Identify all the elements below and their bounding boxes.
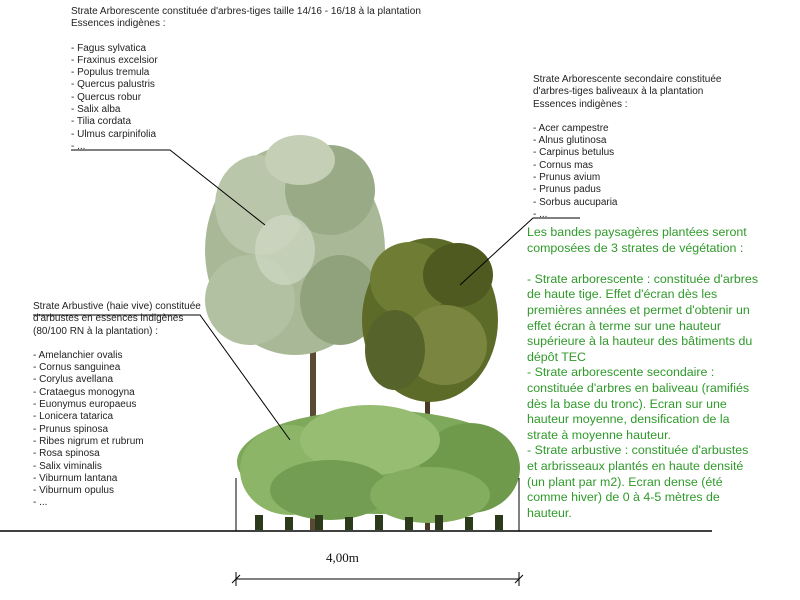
- description-line: comme hiver) de 0 à 4-5 mètres de: [527, 490, 720, 505]
- species-item: - Carpinus betulus: [533, 147, 615, 159]
- shrub-title-line-2: d'arbustes en essences indigènes: [33, 313, 184, 325]
- canopy-title-line-1: Strate Arborescente constituée d'arbres-tiges taille 14/16 - 16/18 à la plantation: [71, 6, 421, 17]
- strata-description: [527, 225, 795, 521]
- species-item: - Lonicera tatarica: [33, 411, 114, 423]
- shrub-species-list: [33, 350, 201, 510]
- description-line: de haute tige. Effet d'écran dès les: [527, 287, 718, 302]
- species-item: - Cornus mas: [533, 159, 594, 171]
- species-item: - Acer campestre: [533, 122, 609, 134]
- secondary-species-list: [533, 123, 721, 221]
- species-item: - Alnus glutinosa: [533, 135, 607, 147]
- species-item: - Tilia cordata: [71, 116, 132, 128]
- species-item: - Populus tremula: [71, 67, 150, 79]
- secondary-canopy-annotation: [533, 74, 721, 221]
- secondary-title-line-1: Strate Arborescente secondaire constituée: [533, 74, 722, 85]
- species-item: - Prunus padus: [533, 184, 601, 196]
- species-item: - Fagus sylvatica: [71, 42, 147, 54]
- description-line: Les bandes paysagères plantées seront: [527, 225, 747, 239]
- description-line: - Strate arborescente : constituée d'arbres: [527, 271, 759, 286]
- shrub-title-line-3: (80/100 RN à la plantation) :: [33, 325, 159, 337]
- canopy-species-list: [71, 43, 421, 154]
- species-item: - Viburnum opulus: [33, 485, 114, 497]
- canopy-stratum-annotation: [71, 6, 421, 153]
- species-item: - ...: [533, 208, 548, 220]
- dimension-label: 4,00m: [326, 550, 359, 565]
- canopy-title-line-2: Essences indigènes :: [71, 18, 166, 30]
- species-item: - Prunus avium: [533, 172, 601, 184]
- species-item: - Salix alba: [71, 104, 121, 116]
- species-item: - Quercus palustris: [71, 79, 155, 91]
- species-item: - Salix viminalis: [33, 460, 102, 472]
- species-item: - Ribes nigrum et rubrum: [33, 435, 144, 447]
- secondary-title-line-3: Essences indigènes :: [533, 98, 628, 110]
- description-line: dépôt TEC: [527, 349, 587, 364]
- secondary-title-line-2: d'arbres-tiges baliveaux à la plantation: [533, 86, 704, 98]
- description-line: et arbrisseaux plantés en haute densité: [527, 458, 744, 473]
- species-item: - Rosa spinosa: [33, 448, 100, 460]
- hedge: [237, 405, 520, 530]
- description-line: dès la base du tronc). Ecran sur une: [527, 396, 727, 411]
- description-line: - Strate arbustive : constituée d'arbustes: [527, 443, 749, 458]
- shrub-stratum-annotation: [33, 301, 201, 510]
- species-item: - Prunus spinosa: [33, 423, 109, 435]
- species-item: - Euonymus europaeus: [33, 399, 137, 411]
- description-line: hauteur moyenne, densification de la: [527, 412, 730, 427]
- species-item: - Corylus avellana: [33, 374, 114, 386]
- species-item: - Amelanchier ovalis: [33, 349, 123, 361]
- description-line: supérieure à la hauteur des bâtiments du: [527, 334, 753, 349]
- description-line: - Strate arborescente secondaire :: [527, 365, 715, 380]
- species-item: - Crataegus monogyna: [33, 386, 135, 398]
- shrub-title-line-1: Strate Arbustive (haie vive) constituée: [33, 301, 201, 312]
- species-item: - Quercus robur: [71, 91, 142, 103]
- species-item: - Fraxinus excelsior: [71, 54, 158, 66]
- species-item: - ...: [71, 140, 86, 152]
- description-line: premières années et permet d'obtenir un: [527, 302, 750, 317]
- species-item: - Sorbus aucuparia: [533, 196, 618, 208]
- species-item: - Ulmus carpinifolia: [71, 128, 157, 140]
- species-item: - Cornus sanguinea: [33, 362, 121, 374]
- description-line: strate à moyenne hauteur.: [527, 427, 671, 442]
- description-line: hauteur.: [527, 505, 572, 520]
- species-item: - Viburnum lantana: [33, 472, 118, 484]
- description-line: constituée d'arbres en baliveau (ramifiés: [527, 380, 750, 395]
- description-line: effet écran à terme sur une hauteur: [527, 318, 722, 333]
- description-line: composées de 3 strates de végétation :: [527, 240, 744, 255]
- description-line: (un plant par m2). Ecran dense (été: [527, 474, 723, 489]
- description-spacer: [527, 256, 795, 272]
- species-item: - ...: [33, 497, 48, 509]
- dimension-line: [232, 572, 523, 586]
